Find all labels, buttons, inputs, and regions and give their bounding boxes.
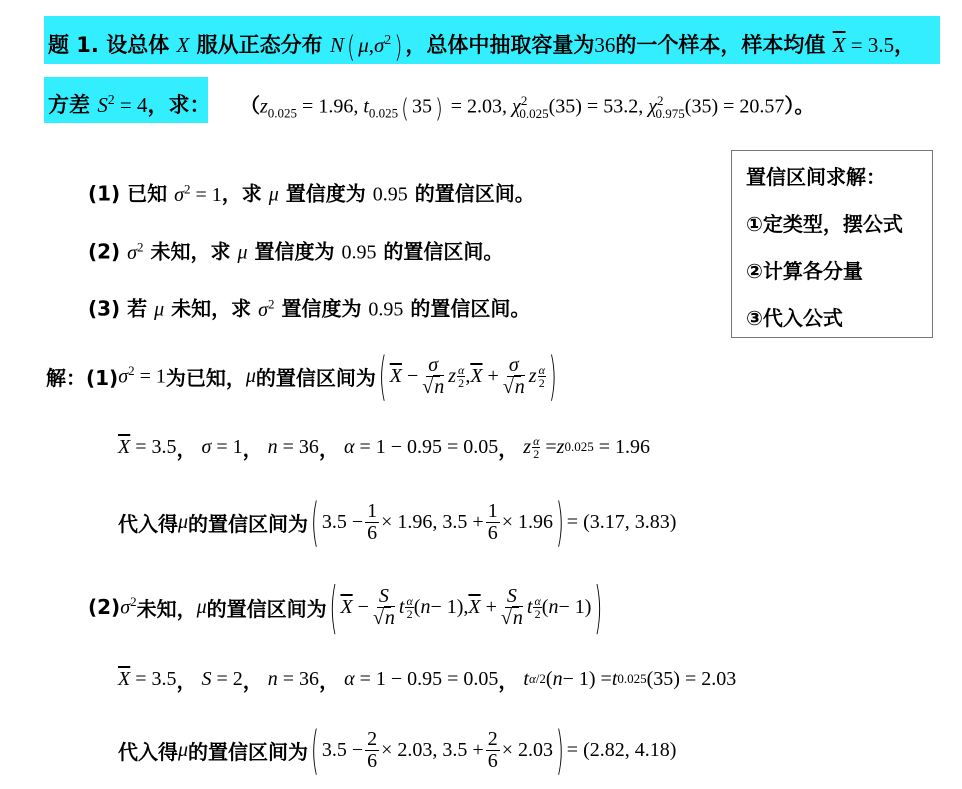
question-1: (1) 已知 $\sigma^2 = 1$，求 μ 置信度为 0.95 的置信区间。 bbox=[88, 181, 535, 206]
problem-title-line2: 方差 $S^2 = 4$，求： bbox=[44, 77, 208, 123]
question-2: (2) $\sigma^2$ 未知，求 μ 置信度为 0.95 的置信区间。 bbox=[88, 239, 504, 264]
var-X: X bbox=[176, 33, 190, 57]
question-3: (3) 若 μ 未知，求 $\sigma^2$ 置信度为 0.95 的置信区间。 bbox=[88, 296, 531, 321]
method-step-2: ②计算各分量 bbox=[746, 259, 863, 283]
solution-2-formula: (2) $\sigma^2$ 未知， μ 的置信区间为 ( $\overline{X}$ − $\frac{S}{√n}$ t $\frac{\alpha}{2}$ ( n − 1), $\overline{X}$ + $\frac{S}{√n}$ t $\frac{\alpha}{2}$ ( n − 1) ) bbox=[88, 573, 603, 641]
method-step-1: ①定类型，摆公式 bbox=[746, 212, 903, 236]
solution-1-result: 代入得 μ 的置信区间为 ( 3.5 − $\frac{1}{6}$ × 1.96, 3.5 + $\frac{1}{6}$ × 1.96 ) = (3.17, 3.83) bbox=[118, 490, 677, 554]
method-box bbox=[731, 150, 933, 338]
solution-1-formula: 解：(1) $\sigma^2 = 1$ 为已知， μ 的置信区间为 ( $\overline{X}$ − $\frac{\sigma}{√n}$ z $\frac{\alpha}{2}$ , $\overline{X}$ + $\frac{\sigma}{√n}$ z $\frac{\alpha}{2}$ ) bbox=[46, 344, 557, 408]
solution-2-params: $\overline{X}$ = 3.5 ， S = 2 ， n = 36 ， α = 1 − 0.95 = 0.05 ， t α/2 ( n − 1) = t 0.025 (35) = 2.03 bbox=[118, 667, 737, 693]
method-step-3: ③代入公式 bbox=[746, 306, 843, 330]
given-values: （$z_{0.025} = 1.96$, $t_{0.025}$ ( 35 ) = 2.03, $\chi^2_{0.025}(35) = 53.2$, $\chi^2_{0.975}(35) = 20.57$）。 bbox=[240, 92, 815, 124]
solution-2-result: 代入得 μ 的置信区间为 ( 3.5 − $\frac{2}{6}$ × 2.03, 3.5 + $\frac{2}{6}$ × 2.03 ) = (2.82, 4.18) bbox=[118, 718, 677, 782]
problem-title-line1: 题 1. 设总体 X 服从正态分布 N ( $\mu,\sigma^2$ ) ，总体中抽取容量为36的一个样本，样本均值 $\overline{X} = 3.5$， bbox=[44, 16, 940, 64]
method-box-title: 置信区间求解： bbox=[746, 165, 886, 189]
solution-1-params: $\overline{X}$ = 3.5 ， σ = 1 ， n = 36 ， α = 1 − 0.95 = 0.05 ， z $\frac{\alpha}{2}$ = z 0.025 = 1.96 bbox=[118, 433, 650, 461]
